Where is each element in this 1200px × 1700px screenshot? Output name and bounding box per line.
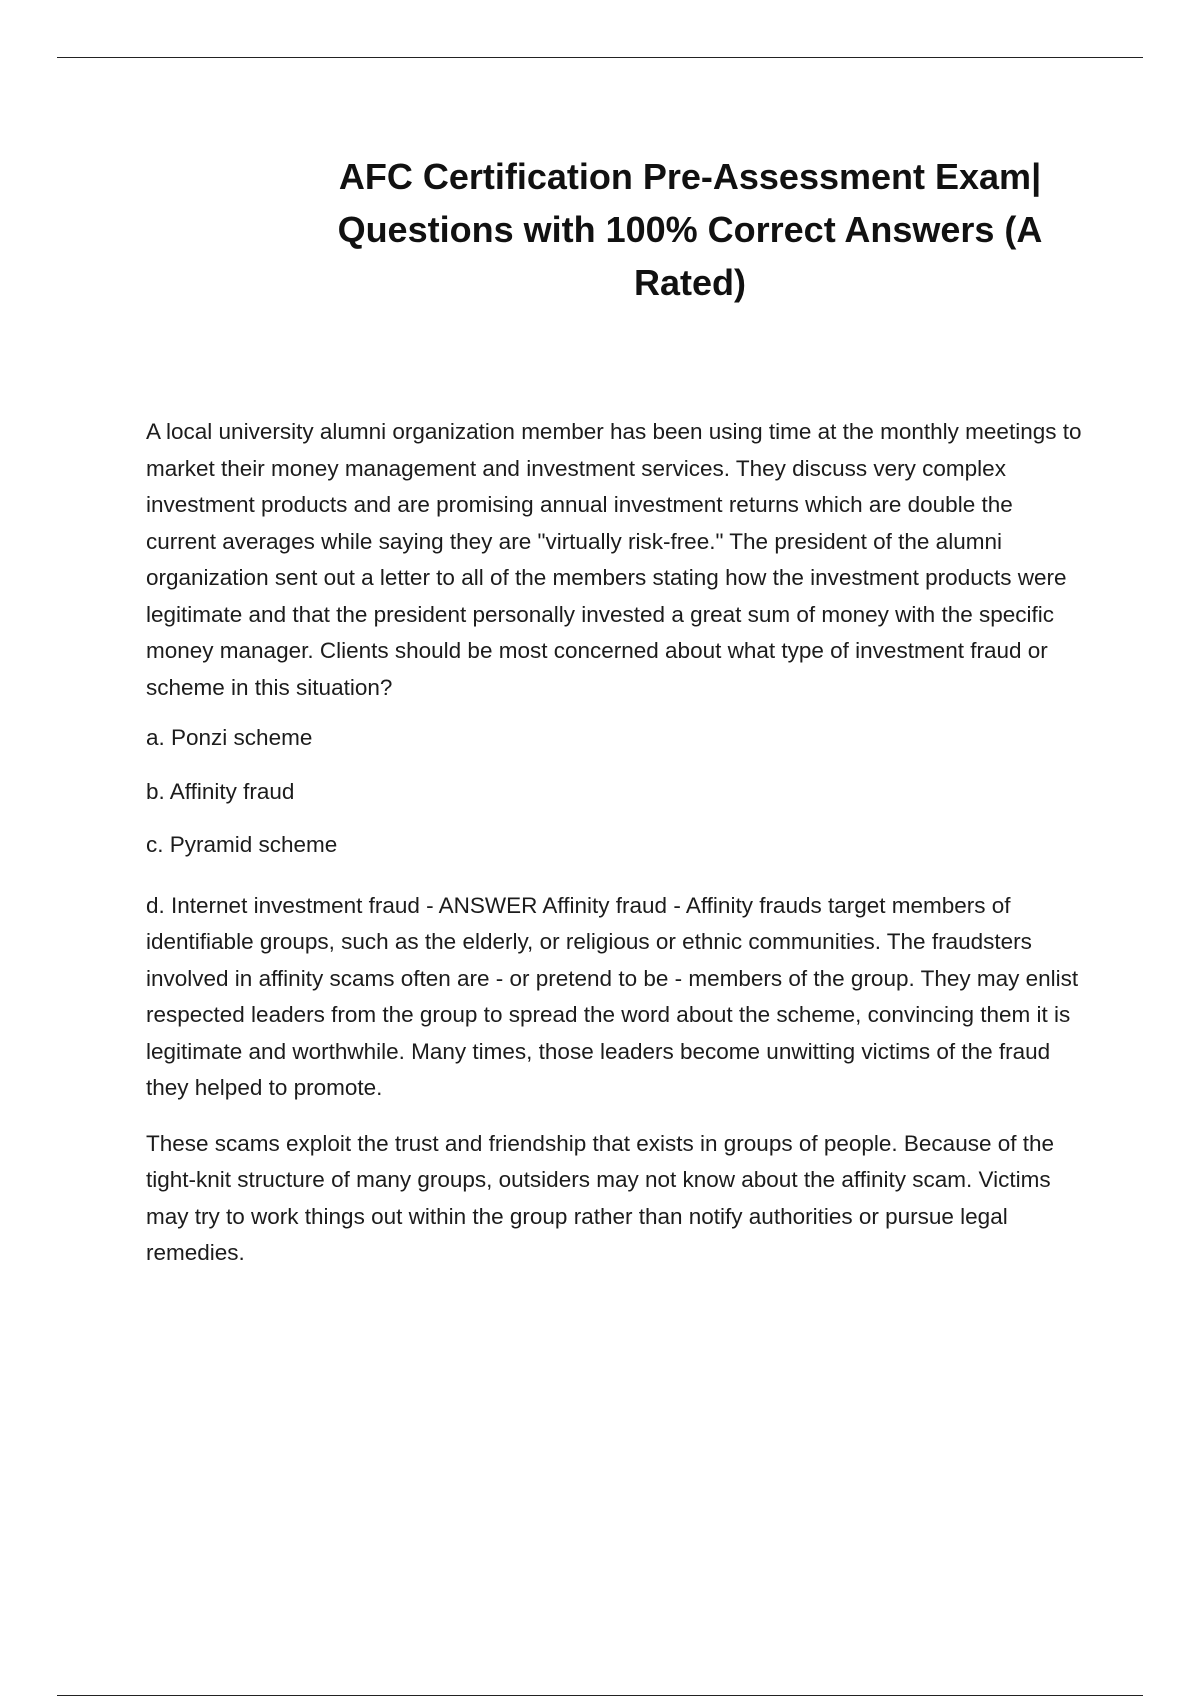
- option-c: c. Pyramid scheme: [146, 832, 338, 857]
- option-d-answer: d. Internet investment fraud - ANSWER Affinity fraud - Affinity frauds target members of identifiable groups, such as the elderly, or religious or ethnic communities. The fraudsters involved in affinity scams often are - or pretend to be - members of the group. They may enlist respected leaders from the group to spread the word about the scheme, convincing them it is legitimate and worthwhile. Many times, those leaders become unwitting victims of the fraud they helped to promote.: [146, 892, 1079, 1100]
- document-body: [146, 414, 1086, 1272]
- option-b: b. Affinity fraud: [146, 778, 295, 804]
- header-divider: [57, 57, 1143, 58]
- option-a: a. Ponzi scheme: [146, 725, 313, 750]
- footer-divider: [57, 1695, 1143, 1696]
- question-text: A local university alumni organization member has been using time at the monthly meetings to market their money management and investment services. They discuss very complex investment products and are promising annual investment returns which are double the current averages while saying they are "virtually risk-free." The president of the alumni organization sent out a letter to all of the members stating how the investment products were legitimate and that the president personally invested a great sum of money with the specific money manager. Clients should be most concerned about what type of investment fraud or scheme in this situation?: [146, 419, 1082, 700]
- document-title: AFC Certification Pre-Assessment Exam| Questions with 100% Correct Answers (A Rated): [337, 156, 1043, 303]
- explanation-text: These scams exploit the trust and friendship that exists in groups of people. Because of the tight-knit structure of many groups, outsiders may not know about the affinity scam. Victims may try to work things out within the group rather than notify authorities or pursue legal remedies.: [146, 1130, 1055, 1265]
